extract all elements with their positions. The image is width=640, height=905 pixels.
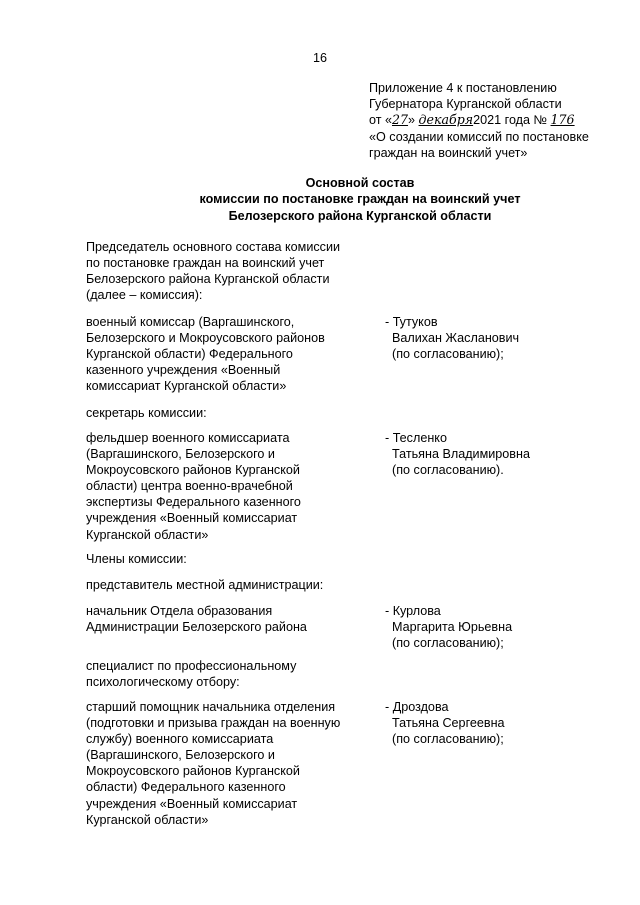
member-detail: Татьяна Сергеевна bbox=[392, 716, 505, 731]
entry-member bbox=[385, 314, 625, 362]
appendix-line-1: Приложение 4 к постановлению bbox=[369, 81, 557, 95]
appendix-line-5: граждан на воинский учет» bbox=[369, 145, 528, 160]
member-detail: (по согласованию); bbox=[392, 347, 504, 362]
title-line-2: комиссии по постановке граждан на воинский учет bbox=[199, 192, 521, 207]
appendix-date-line bbox=[369, 112, 629, 128]
entry-description-line: учреждения «Военный комиссариат bbox=[86, 796, 298, 811]
entry-description-line: учреждения «Военный комиссариат bbox=[86, 511, 298, 526]
entry-description-line: Курганской области» bbox=[86, 812, 209, 827]
entry-description-line: по постановке граждан на воинский учет bbox=[86, 256, 325, 271]
entry-description bbox=[86, 577, 371, 593]
entry-member bbox=[385, 699, 625, 747]
date-prefix: от « bbox=[369, 113, 392, 128]
member-surname: - Дроздова bbox=[385, 700, 449, 714]
handwritten-number: 176 bbox=[550, 112, 575, 128]
entry-description-line: Администрации Белозерского района bbox=[86, 620, 307, 635]
entry-description-line: представитель местной администрации: bbox=[86, 578, 324, 592]
date-mid: » bbox=[408, 113, 416, 128]
entry-description-line: области) Федерального казенного bbox=[86, 780, 286, 795]
page-number: 16 bbox=[312, 51, 327, 65]
entry-description bbox=[86, 239, 371, 303]
entry-description bbox=[86, 430, 371, 543]
entry-description-line: Курганской области» bbox=[86, 527, 209, 542]
member-detail: (по согласованию). bbox=[392, 463, 504, 478]
entry-description-line: Члены комиссии: bbox=[86, 552, 187, 566]
member-surname: - Курлова bbox=[385, 604, 441, 618]
entry-description-line: Белозерского и Мокроусовского районов bbox=[86, 331, 325, 346]
member-detail: (по согласованию); bbox=[392, 636, 504, 651]
member-surname: - Тутуков bbox=[385, 315, 438, 329]
entry-description-line: экспертизы Федерального казенного bbox=[86, 495, 301, 510]
entry-description-line: службу) военного комиссариата bbox=[86, 732, 274, 747]
entry-description bbox=[86, 603, 371, 635]
entry-description bbox=[86, 314, 371, 394]
entry-description bbox=[86, 551, 371, 567]
entry-description bbox=[86, 405, 371, 421]
entry-description-line: военный комиссар (Варгашинского, bbox=[86, 315, 295, 329]
entry-description-line: Белозерского района Курганской области bbox=[86, 272, 330, 287]
document-title bbox=[0, 175, 640, 224]
entry-description-line: комиссариат Курганской области» bbox=[86, 379, 287, 394]
entry-description bbox=[86, 658, 371, 690]
entry-description-line: Курганской области) Федерального bbox=[86, 347, 293, 362]
entry-description-line: (Варгашинского, Белозерского и bbox=[86, 447, 275, 462]
entry-description-line: (далее – комиссия): bbox=[86, 288, 203, 303]
member-surname: - Тесленко bbox=[385, 431, 447, 445]
entry-description-line: Мокроусовского районов Курганской bbox=[86, 463, 300, 478]
member-detail: Маргарита Юрьевна bbox=[392, 620, 513, 635]
entry-description-line: начальник Отдела образования bbox=[86, 604, 273, 618]
entry-description-line: (Варгашинского, Белозерского и bbox=[86, 748, 275, 763]
entry-description bbox=[86, 699, 371, 828]
title-line-1: Основной состав bbox=[305, 176, 415, 190]
member-detail: Валихан Жасланович bbox=[392, 331, 520, 346]
entry-member bbox=[385, 430, 625, 478]
entry-description-line: специалист по профессиональному bbox=[86, 659, 297, 673]
entry-description-line: Мокроусовского районов Курганской bbox=[86, 764, 300, 779]
date-year: 2021 года № bbox=[473, 113, 548, 128]
title-line-3: Белозерского района Курганской области bbox=[228, 208, 492, 223]
entry-description-line: казенного учреждения «Военный bbox=[86, 363, 281, 378]
entry-description-line: фельдшер военного комиссариата bbox=[86, 431, 290, 445]
appendix-line-4: «О создании комиссий по постановке bbox=[369, 129, 589, 144]
entry-description-line: старший помощник начальника отделения bbox=[86, 700, 336, 714]
entry-description-line: секретарь комиссии: bbox=[86, 406, 207, 420]
appendix-line-2: Губернатора Курганской области bbox=[369, 97, 562, 112]
entry-description-line: (подготовки и призыва граждан на военную bbox=[86, 716, 341, 731]
entry-description-line: Председатель основного состава комиссии bbox=[86, 240, 341, 254]
appendix-header bbox=[369, 80, 629, 161]
handwritten-day: 27 bbox=[392, 112, 409, 128]
entry-description-line: области) центра военно-врачебной bbox=[86, 479, 293, 494]
entry-member bbox=[385, 603, 625, 651]
entry-description-line: психологическому отбору: bbox=[86, 675, 240, 690]
member-detail: (по согласованию); bbox=[392, 732, 504, 747]
handwritten-month: декабря bbox=[418, 112, 474, 128]
member-detail: Татьяна Владимировна bbox=[392, 447, 530, 462]
